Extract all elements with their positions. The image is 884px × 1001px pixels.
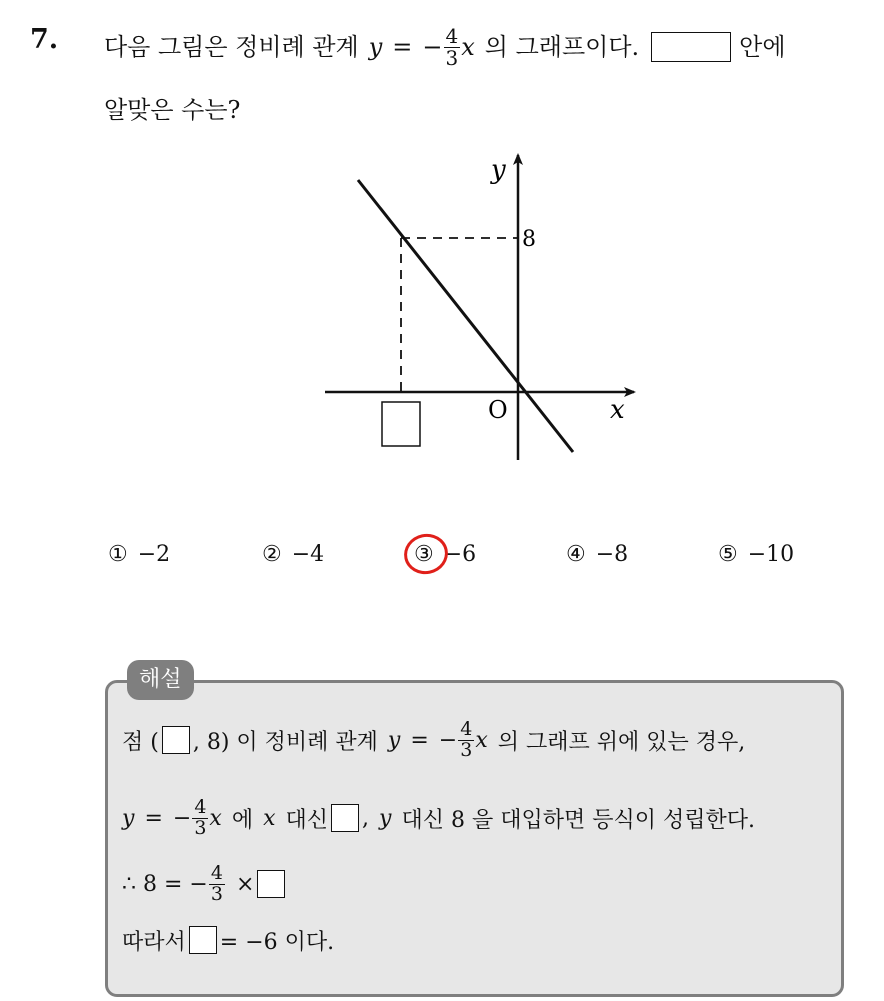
solution-blank-box <box>162 726 190 754</box>
solution-line-4 <box>122 910 334 970</box>
solution-blank-box-4 <box>189 926 217 954</box>
choice-5-mark: ⑤ <box>718 542 738 567</box>
solution-l1-minus: − <box>438 727 458 753</box>
solution-l2-y: y <box>122 805 135 831</box>
solution-l3-a: ∴ 8 = − <box>122 871 208 897</box>
solution-l2-c: , <box>362 805 370 831</box>
solution-blank-box-3 <box>257 870 285 898</box>
answer-blank-box <box>651 32 731 62</box>
solution-l2-minus: − <box>172 805 192 831</box>
solution-l1-numerator: 4 <box>460 717 473 740</box>
y-tick-label: 8 <box>522 227 536 252</box>
choice-3-value: −6 <box>443 542 477 567</box>
question-text <box>104 16 864 122</box>
question-part-1: 다음 그림은 정비례 관계 <box>104 33 359 61</box>
solution-l3-fraction <box>209 861 225 905</box>
x-axis-label: x <box>610 395 625 425</box>
choice-3-mark: ③ <box>414 542 434 567</box>
solution-l1-a: 점 ( <box>122 729 159 755</box>
y-axis-label: y <box>491 155 506 185</box>
question-line-2: 알맞은 수는? <box>104 96 241 124</box>
solution-l3-b: × <box>235 871 255 897</box>
solution-blank-box-2 <box>331 804 359 832</box>
solution-l2-a: 에 <box>231 807 254 833</box>
choice-4-mark: ④ <box>566 542 586 567</box>
equation-equals: = <box>392 33 413 61</box>
question-part-3: 안에 <box>739 33 786 61</box>
question-line-1 <box>104 16 864 78</box>
solution-l1-y: y <box>387 727 401 753</box>
solution-l2-b: 대신 <box>285 807 329 833</box>
solution-l2-equals: = <box>144 805 163 831</box>
equation-y: y <box>368 33 383 61</box>
fraction-numerator: 4 <box>445 23 459 48</box>
proportion-graph <box>300 140 660 470</box>
solution-l1-c: 의 그래프 위에 있는 경우, <box>497 729 746 755</box>
choice-5-value: −10 <box>747 542 795 567</box>
origin-label: O <box>488 396 508 424</box>
choice-4-value: −8 <box>595 542 629 567</box>
solution-l2-numerator: 4 <box>194 795 207 818</box>
solution-l2-x: x <box>209 805 222 831</box>
solution-l1-equals: = <box>410 727 429 753</box>
solution-l1-fraction <box>458 717 474 761</box>
equation-fraction <box>444 23 461 70</box>
choice-5[interactable] <box>718 542 794 567</box>
choice-1[interactable] <box>108 542 170 567</box>
solution-badge: 해설 <box>127 660 194 700</box>
solution-line-1 <box>122 710 745 770</box>
solution-line-2 <box>122 788 755 848</box>
solution-l2-d: 대신 8 을 대입하면 등식이 성립한다. <box>401 807 755 833</box>
solution-l2-y2: y <box>379 805 392 831</box>
choice-3[interactable] <box>414 542 476 567</box>
choice-2-value: −4 <box>291 542 325 567</box>
solution-l2-denominator: 3 <box>194 816 207 839</box>
problem-number: 7. <box>30 24 59 55</box>
question-part-2: 의 그래프이다. <box>484 33 640 61</box>
choice-2[interactable] <box>262 542 324 567</box>
solution-l1-b: , 8) 이 정비례 관계 <box>192 729 378 755</box>
choice-2-mark: ② <box>262 542 282 567</box>
solution-l2-x2: x <box>263 805 276 831</box>
solution-l3-denominator: 3 <box>210 882 223 905</box>
fraction-denominator: 3 <box>445 45 459 70</box>
solution-l1-x: x <box>475 727 488 753</box>
solution-line-3 <box>122 854 288 914</box>
solution-l4-a: 따라서 <box>122 929 186 955</box>
choice-1-mark: ① <box>108 542 128 567</box>
solution-l1-denominator: 3 <box>460 738 473 761</box>
equation-minus: − <box>422 33 443 61</box>
solution-l3-numerator: 4 <box>210 861 223 884</box>
solution-l4-b: = −6 이다. <box>219 929 335 955</box>
selected-answer-circle <box>400 530 451 578</box>
answer-choices <box>108 542 828 578</box>
solution-l2-fraction <box>192 795 208 839</box>
choice-4[interactable] <box>566 542 628 567</box>
equation-x: x <box>461 33 475 61</box>
graph-blank-box <box>382 402 420 446</box>
choice-1-value: −2 <box>137 542 171 567</box>
